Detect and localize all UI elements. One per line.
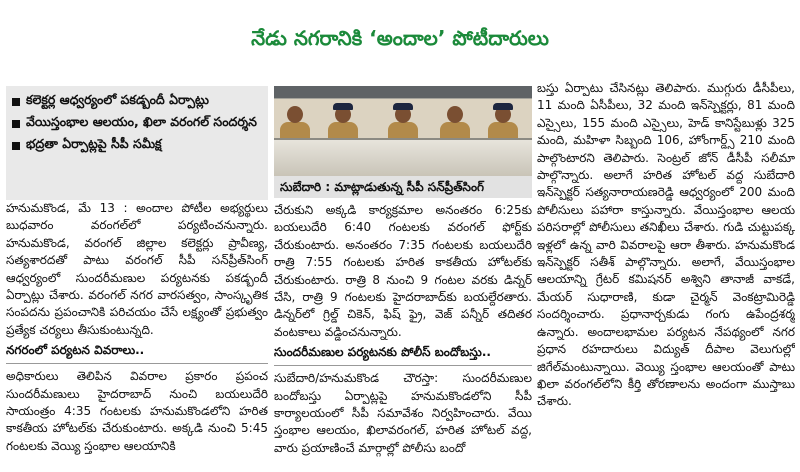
column-left [6,86,268,472]
subheading: నగరంలో పర్యటన వివరాలు.. [6,343,145,358]
highlights-box [6,86,268,200]
highlight-item [12,114,262,130]
article-paragraph: సుబేదారి/హనుమకొండ చౌరస్తా: సుందరీమణుల బందోబస్తు ఏర్పాట్లపై హనుమకొండలోని సీపీ కార్యాలయంలో సీపీ సమావేశం నిర్వహించారు. వేయి స్తంభాల ఆలయం, ఖిలావరంగల్, హరిత హోటల్ వద్ద, వారు ప్రయాణించే మార్గాల్లో పోలీసు బందో [274,371,532,455]
highlight-item [12,136,262,152]
article-paragraph: హనుమకొండ, మే 13 : అందాల పోటీల అభ్యర్థులు బుధవారం వరంగల్‌లో పర్యటించనున్నారు. హనుమకొండ, వరంగల్ జిల్లాల కలెక్టర్లు ప్రావీణ్య, సత్యశారదతో పాటు వరంగల్ సీపీ సన్‌ప్రీత్‌సింగ్ ఆధ్వర్యంలో సుందరీమణుల పర్యటనకు పకడ్బందీ ఏర్పాట్లు చేశారు. వరంగల్ నగర వారసత్వం, సాంస్కృతిక సంపదను ప్రపంచానికి పరిచయం చేసే లక్ష్యంతో ప్రభుత్వం ప్రత్యేక చర్యలు తీసుకుంటున్నది. [6,201,268,337]
press-meet-photo [274,86,532,176]
divider [274,365,532,366]
headline: నేడు నగరానికి ‘అందాల’ పోటీదారులు [251,25,549,50]
article-paragraph: బస్తు ఏర్పాటు చేసినట్లు తెలిపారు. ముగ్గురు డీసీపీలు, 11 మంది ఏసీపీలు, 32 మంది ఇన్‌స్పెక్టర్లు, 81 మంది ఎస్సైలు, 155 మంది ఎస్సైలు, హెడ్ కానిస్టేబుళ్లు 325 మంది, మహిళా సిబ్బంది 106, హోంగార్డ్స్ 210 మంది పాల్గొంటారని తెలిపారు. సెంట్రల్ జోన్ డీసీపీ సలీమా పాల్గొన్నారు. అలాగే హరిత హోటల్ వద్ద సుబేదారి ఇన్‌స్పెక్టర్ సత్యనారాయణరెడ్డి ఆధ్వర్యంలో 200 మంది పోలీసులు పహారా కాస్తున్నారు. వేయిస్తంభాల ఆలయ పరిసరాల్లో పోలీసులు తనిఖీలు చేశారు. గుడి చుట్టుపక్క ఇళ్లలో ఉన్న వారి వివరాలపై ఆరా తీశారు. హనుమకొండ ఇన్‌స్పెక్టర్ సతీశ్ పాల్గొన్నారు. అలాగే, వేయిస్తంభాల ఆలయాన్ని గ్రేటర్ కమిషనర్ అశ్విని తానాజీ వాకడే, మేయర్ సుధారాణి, కుడా చైర్మన్ వెంకట్రామిరెడ్డి సందర్శించారు. ప్రధానార్చకుడు గంగు ఉపేంద్రశర్మ ఉన్నారు. అందాలభామల పర్యటన నేపథ్యంలో నగర ప్రధాన రహదారులు విద్యుత్ దీపాల వెలుగుల్లో జిగేల్‌మంటున్నాయి. వెయ్యి స్తంభాల ఆలయంతో పాటు ఖిలా వరంగల్‌లోని కీర్తి తోరణాలను అందంగా ముస్తాబు చేశారు. [537,81,795,409]
subheading: సుందరీమణుల పర్యటనకు పోలీస్ బందోబస్తు.. [274,345,491,360]
photo-banner [274,86,532,98]
highlight-text: వేయిస్తంభాల ఆలయం, ఖిలా వరంగల్ సందర్శన [26,114,257,129]
highlight-item [12,92,262,108]
highlight-text: కలెక్టర్ల ఆధ్వర్యంలో పకడ్బందీ ఏర్పాట్లు [26,92,210,107]
highlight-text: భద్రతా ఏర్పాట్లపై సీపీ సమీక్ష [26,136,162,151]
column-middle [274,86,532,472]
article-paragraph: అధికారులు తెలిపిన వివరాల ప్రకారం ప్రపంచ సుందరీమణులు హైదరాబాద్ నుంచి బయలుదేరి సాయంత్రం 4:35 గంటలకు హనుమకొండలోని హరిత కాకతీయ హోటల్‌కు చేరుకుంటారు. అక్కడి నుంచి 5:45 గంటలకు వెయ్యి స్తంభాల ఆలయానికి [6,369,268,453]
bullet-square-icon [12,98,20,106]
divider [6,363,268,364]
photo-caption: సుబేదారి : మాట్లాడుతున్న సీపీ సన్‌ప్రీత్‌సింగ్ [274,176,532,198]
bullet-square-icon [12,142,20,150]
column-right [537,80,795,472]
bullet-square-icon [12,120,20,128]
article-paragraph: చేరుకుని అక్కడి కార్యక్రమాల అనంతరం 6:25కు బయలుదేరి 6:40 గంటలకు వరంగల్ ఫోర్ట్‌కు చేరుకుంటారు. అనంతరం 7:35 గంటలకు బయలుదేరి రాత్రి 7:55 గంటలకు హరిత కాకతీయ హోటల్‌కు చేరుకుంటారు. రాత్రి 8 నుంచి 9 గంటల వరకు డిన్నర్ చేసి, రాత్రి 9 గంటలకు హైదరాబాద్‌కు బయల్దేరతారు. డిన్నర్‌లో గ్రిల్డ్ చికెన్, ఫిష్ ఫ్రై, వెజ్ పన్నీర్ తదితర వంటకాలు వడ్డించనున్నారు. [274,203,532,339]
conference-table [274,138,532,176]
